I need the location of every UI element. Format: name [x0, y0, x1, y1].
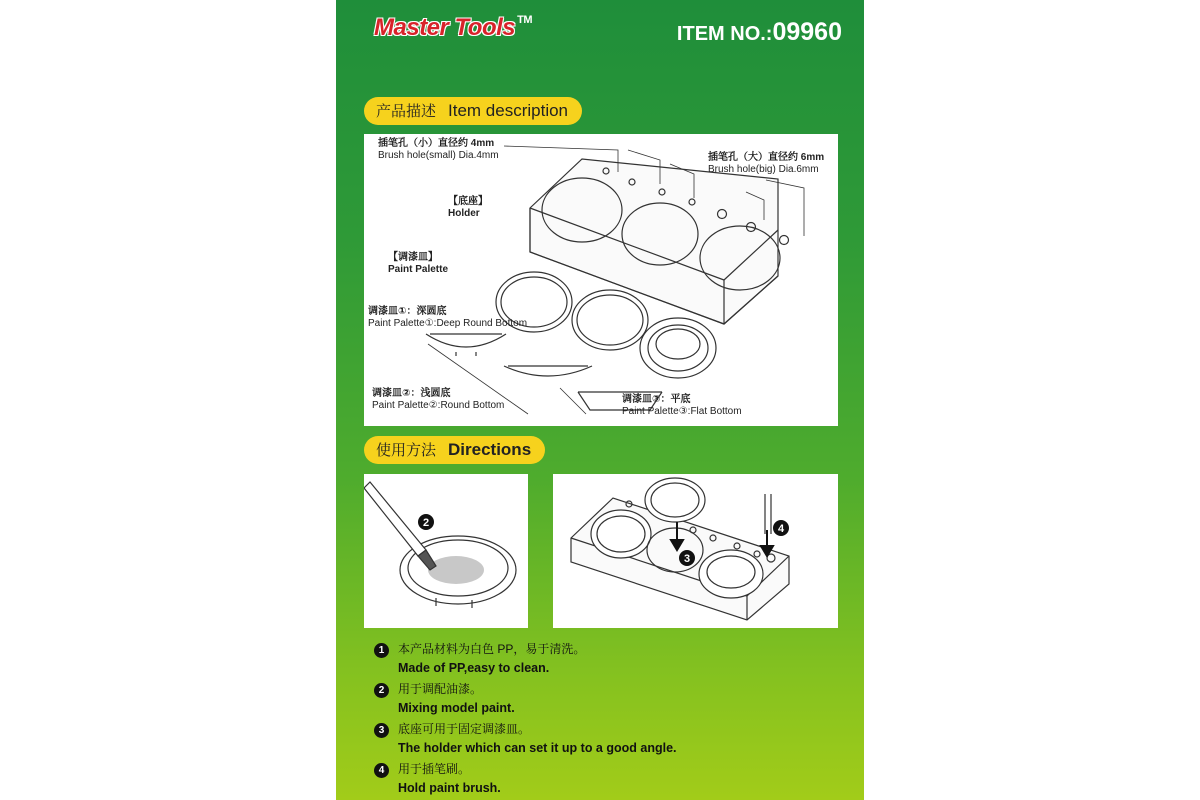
usage-palette-3	[699, 550, 763, 598]
item-description-heading: 产品描述 Item description	[364, 97, 582, 125]
mixing-diagram	[364, 474, 528, 628]
holder-label: 【底座】 Holder	[448, 196, 488, 219]
palette-2-top	[572, 290, 648, 350]
palette-3-label: 调漆皿③：平底 Paint Palette③:Flat Bottom	[622, 394, 742, 417]
step-3-marker: 3	[683, 553, 691, 565]
holder-usage-panel	[553, 474, 838, 628]
big-hole-label: 插笔孔（大）直径约 6mm Brush hole(big) Dia.6mm	[708, 152, 825, 175]
holder-diagram	[364, 134, 838, 426]
bullet-1: 1	[374, 643, 389, 658]
directions-heading: 使用方法 Directions	[364, 436, 545, 464]
list-item: 4 用于插笔刷。 Hold paint brush.	[374, 760, 844, 800]
palette-1-label: 调漆皿①：深圆底 Paint Palette①:Deep Round Bottom	[368, 306, 528, 329]
palette-label: 【调漆皿】 Paint Palette	[388, 252, 449, 275]
paint-puddle	[428, 556, 484, 584]
usage-palette-1	[591, 510, 651, 558]
lifted-palette	[645, 478, 705, 522]
bullet-2: 2	[374, 683, 389, 698]
item-number: ITEM NO.:09960	[676, 18, 842, 46]
palette-2-label: 调漆皿②：浅圆底 Paint Palette②:Round Bottom	[372, 388, 505, 411]
mixing-panel	[364, 474, 528, 628]
small-hole-label: 插笔孔（小）直径约 4mm Brush hole(small) Dia.4mm	[378, 138, 499, 161]
paint-brush	[364, 482, 426, 556]
step-4-marker: 4	[777, 523, 785, 535]
list-item: 1 本产品材料为白色 PP，易于清洗。 Made of PP,easy to clean.	[374, 640, 844, 680]
list-item: 3 底座可用于固定调漆皿。 The holder which can set it up to a good angle.	[374, 720, 844, 760]
list-item: 2 用于调配油漆。 Mixing model paint.	[374, 680, 844, 720]
holder-usage-diagram	[553, 474, 838, 628]
palette-3-top	[640, 318, 716, 378]
item-description-panel	[364, 134, 838, 426]
bullet-4: 4	[374, 763, 389, 778]
step-2-marker: 2	[422, 517, 430, 529]
brand-logo: Master Tools ™	[374, 14, 533, 41]
palette-2-profile	[504, 366, 592, 376]
bullet-3: 3	[374, 723, 389, 738]
palette-1-profile	[426, 334, 506, 347]
directions-list	[374, 640, 844, 800]
instruction-sheet	[336, 0, 864, 800]
